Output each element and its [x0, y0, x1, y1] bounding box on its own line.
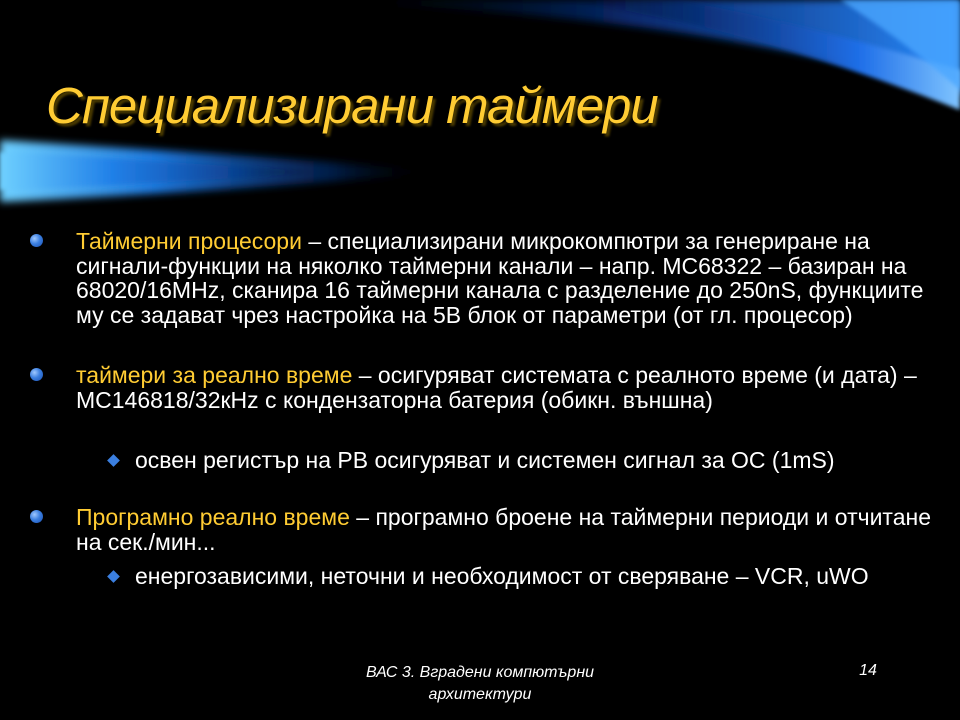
- bullet-item-software-real-time: [76, 505, 940, 554]
- slide-footer: ВАС 3. Вградени компютърни архитектури: [365, 664, 595, 703]
- bullet-item-real-time-timers: [76, 363, 940, 412]
- slide-title: Специализирани таймери: [46, 77, 658, 134]
- bullet-highlight: Програмно реално време: [76, 504, 350, 530]
- bullet-text: – осигуряват системата с реалното време (и дата) – MC146818/32кHz с кондензаторна батерия (обикн. външна): [76, 362, 917, 413]
- bullet-text: – специализирани микрокомпютри за генериране на сигнали-функции на няколко таймерни канали – напр. MC68322 – базиран на 68020/16MHz, сканира 16 таймерни канала с разделение до 250nS, функциите му се задават чрез настройка на 5В блок от параметри (от гл. процесор): [76, 228, 924, 328]
- bullet-highlight: таймери за реално време: [76, 362, 353, 388]
- blue-dot-icon: [30, 234, 43, 247]
- sub-bullet-item-energy-dependent: енергозависими, неточни и необходимост от сверяване – VCR, uWO: [135, 563, 869, 589]
- bullet-text: – програмно броене на таймерни периоди и отчитане на сек./мин...: [76, 504, 931, 555]
- bullet-item-timer-processors: [76, 229, 940, 327]
- page-number: 14: [859, 662, 877, 679]
- blue-dot-icon: [30, 510, 43, 523]
- blue-dot-icon: [30, 368, 43, 381]
- bullet-highlight: Таймерни процесори: [76, 228, 302, 254]
- sub-bullet-item-system-signal: освен регистър на РВ осигуряват и системен сигнал за ОС (1mS): [135, 447, 835, 473]
